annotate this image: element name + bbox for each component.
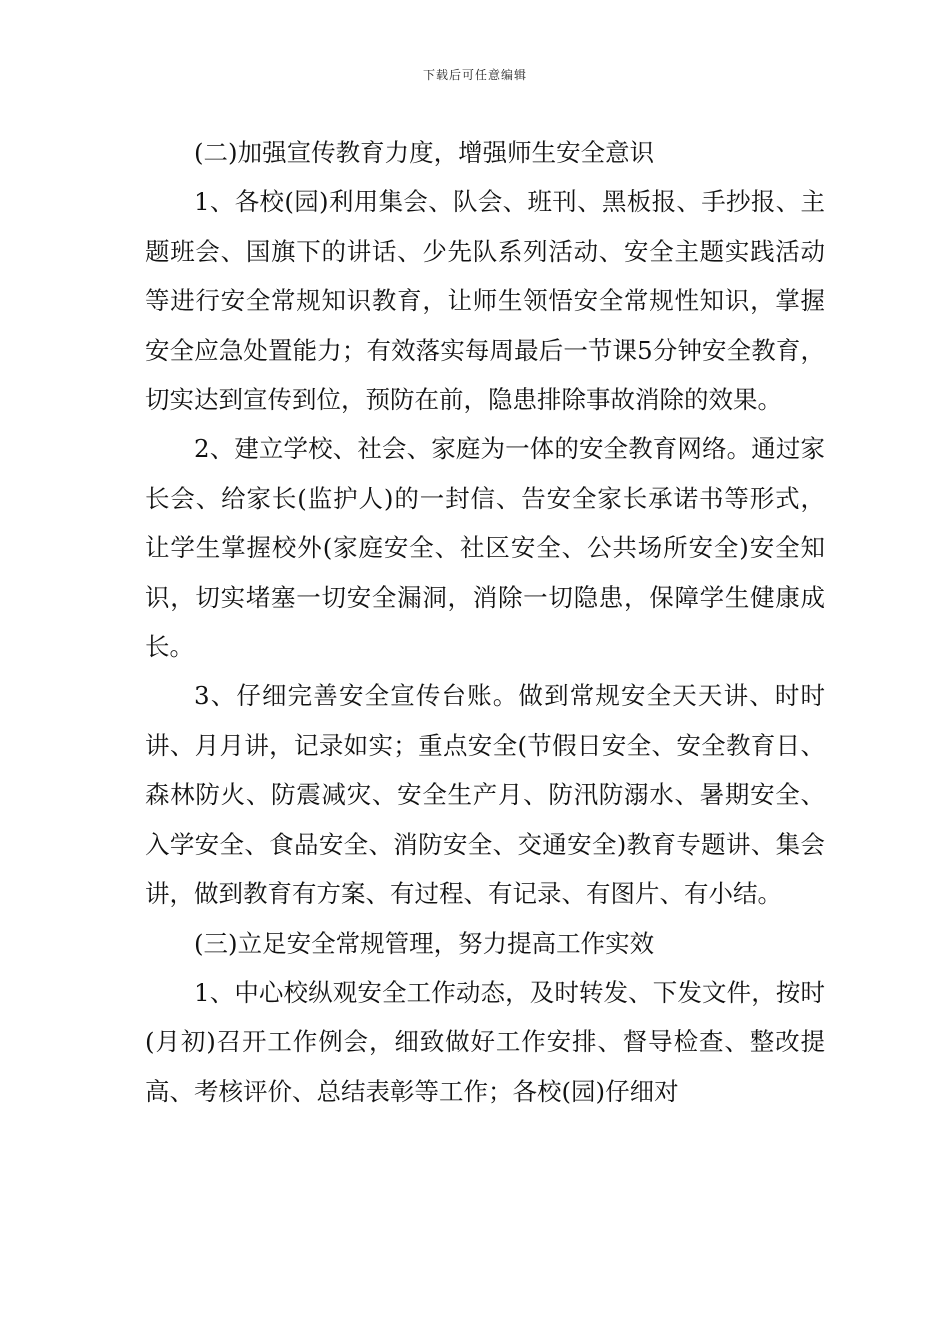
paragraph-2-3: 3、仔细完善安全宣传台账。做到常规安全天天讲、时时讲、月月讲，记录如实；重点安全(节假日安全、安全教育日、森林防火、防震减灾、安全生产月、防汛防溺水、暑期安全、入学安全、食品安全、消防安全、交通安全)教育专题讲、集会讲，做到教育有方案、有过程、有记录、有图片、有小结。 [145,681,825,909]
section-heading-2: (二)加强宣传教育力度，增强师生安全意识 [194,138,655,167]
page-header: 下载后可任意编辑 [422,68,527,82]
paragraph-2-1: 1、各校(园)利用集会、队会、班刊、黑板报、手抄报、主题班会、国旗下的讲话、少先队系列活动、安全主题实践活动等进行安全常规知识教育，让师生领悟安全常规性知识，掌握安全应急处置能力；有效落实每周最后一节课5分钟安全教育，切实达到宣传到位，预防在前，隐患排除事故消除的效果。 [145,187,825,415]
paragraph-3-1: 1、中心校纵观安全工作动态，及时转发、下发文件，按时(月初)召开工作例会，细致做好工作安排、督导检查、整改提高、考核评价、总结表彰等工作；各校(园)仔细对 [145,977,825,1106]
section-heading-3: (三)立足安全常规管理，努力提高工作实效 [194,928,655,958]
paragraph-2-2: 2、建立学校、社会、家庭为一体的安全教育网络。通过家长会、给家长(监护人)的一封信、告安全家长承诺书等形式，让学生掌握校外(家庭安全、社区安全、公共场所安全)安全知识，切实堵塞一切安全漏洞，消除一切隐患，保障学生健康成长。 [145,434,825,662]
document-body [145,128,825,1116]
